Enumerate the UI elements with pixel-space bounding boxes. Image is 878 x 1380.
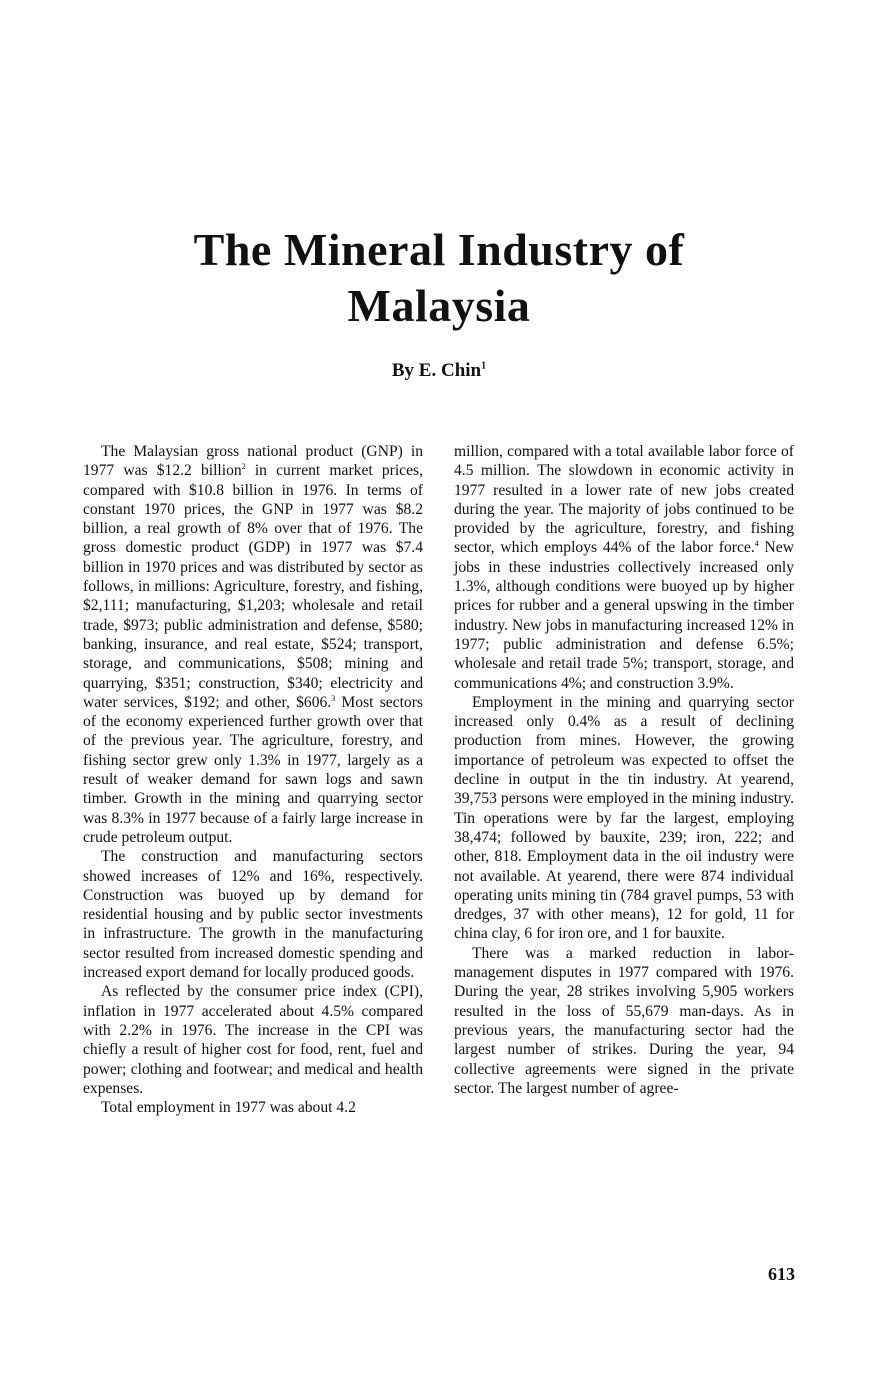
paragraph-text: in current market prices, compared with $10.8 billion in 1976. In terms of constant 1970 prices, the GNP in 1977 was $8.2 billion, a real growth of 8% over that of 1976. The gross domestic product (GDP) in 1977 was $7.4 billion in 1970 prices and was distributed by sector as follows, in millions: Agriculture, forestry, and fishing, $2,111; manufacturing, $1,203; wholesale and retail trade, $973; public administration and defense, $580; banking, insurance, and real estate, $524; transport, storage, and communications, $508; mining and quarrying, $351; construction, $340; electricity and water services, $192; and other, $606. (83, 462, 423, 711)
paragraph-text: million, compared with a total available labor force of 4.5 million. The slowdown in economic activity in 1977 resulted in a lower rate of new jobs created during the year. The majority of jobs continued to be provided by the agriculture, forestry, and fishing sector, which employs 44% of the labor force. (454, 443, 794, 557)
author-name: By E. Chin (391, 360, 482, 381)
paragraph: Total employment in 1977 was about 4.2 (101, 1099, 356, 1117)
left-column (83, 442, 423, 1117)
paragraph-text: The Malaysian gross national product (GNP) in 1977 was $12.2 billion (83, 443, 423, 480)
right-column (454, 442, 794, 1098)
paragraph (83, 442, 423, 847)
paragraph: The construction and manufacturing sectors showed increases of 12% and 16%, respectively. Construction was buoyed up by demand for residential housing and by public sector investments in infrastructure. The growth in the manufacturing sector resulted from increased domestic spending and increased export demand for locally produced goods. (83, 848, 423, 982)
paragraph: Employment in the mining and quarrying sector increased only 0.4% as a result of declining production from mines. However, the growing importance of petroleum was expected to offset the decline in output in the tin industry. At yearend, 39,753 persons were employed in the mining industry. Tin operations were by far the largest, employing 38,474; followed by bauxite, 239; iron, 222; and other, 818. Employment data in the oil industry were not available. At yearend, there were 874 individual operating units mining tin (784 gravel pumps, 53 with dredges, 37 with other means), 12 for gold, 11 for china clay, 6 for iron ore, and 1 for bauxite. (454, 693, 794, 943)
page-number: 613 (768, 1264, 795, 1284)
page-title: The Mineral Industry of Malaysia (193, 224, 685, 331)
author-byline (0, 360, 878, 382)
author-footnote-marker: 1 (481, 360, 487, 372)
footnote-marker: 2 (241, 462, 246, 472)
paragraph-text: New jobs in these industries collectively increased only 1.3%, although conditions were buoyed up by higher prices for rubber and a general upswing in the timber industry. New jobs in manufacturing increased 12% in 1977; public administration and defense 6.5%; wholesale and retail trade 5%; transport, storage, and communications 4%; and construction 3.9%. (454, 539, 794, 692)
footnote-marker: 4 (754, 539, 759, 549)
paragraph-text: Most sectors of the economy experienced further growth over that of the previous year. The agriculture, forestry, and fishing sector grew only 1.3% in 1977, largely as a result of weaker demand for sawn logs and sawn timber. Growth in the mining and quarrying sector was 8.3% in 1977 because of a fairly large increase in crude petroleum output. (83, 693, 423, 846)
paragraph (454, 442, 794, 693)
paragraph: As reflected by the consumer price index (CPI), inflation in 1977 accelerated about 4.5% compared with 2.2% in 1976. The increase in the CPI was chiefly a result of higher cost for food, rent, fuel and power; clothing and footwear; and medical and health expenses. (83, 983, 423, 1097)
footnote-marker: 3 (331, 693, 336, 703)
paragraph: There was a marked reduction in labor-management disputes in 1977 compared with 1976. During the year, 28 strikes involving 5,905 workers resulted in the loss of 55,679 man-days. As in previous years, the manufacturing sector had the largest number of strikes. During the year, 94 collective agreements were signed in the private sector. The largest number of agree- (454, 944, 794, 1097)
